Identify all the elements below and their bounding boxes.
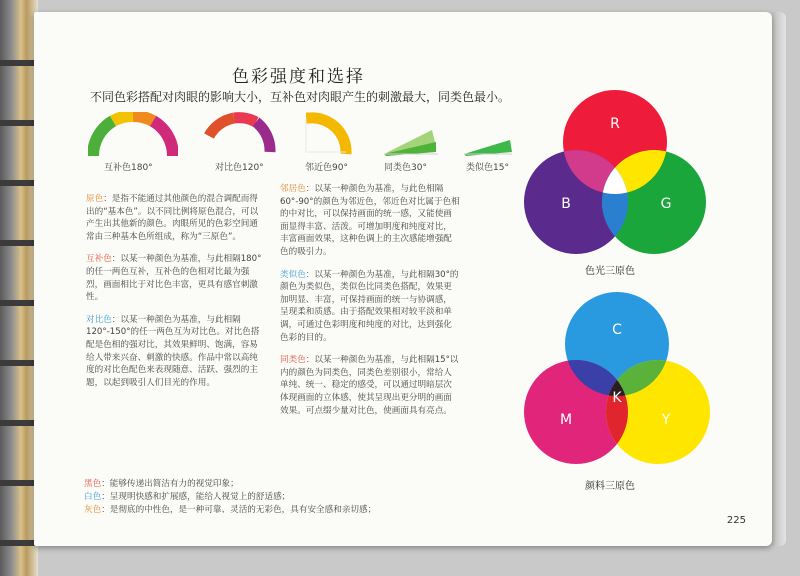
keyword: 灰色: [84, 505, 102, 515]
paragraph-text: ：是指不能通过其他颜色的混合调配而得出的“基本色”。以不同比例将原色混合，可以产生出其他新的颜色。肉眼所见的色彩空间通常由三种基本色所组成，称为“三原色”。: [86, 194, 259, 242]
white-tone-line: [84, 490, 290, 502]
contrast-gauge: [204, 112, 282, 160]
paragraph-text: ：以某一种颜色为基准，与此相隔180°的任一两色互补，互补色的色相对比最为强烈，画面相比于对比色丰富，更具有感官刺激性。: [86, 254, 262, 303]
cmy-caption: 颜料三原色: [585, 481, 635, 492]
label-r: R: [610, 116, 620, 132]
book-binding: [0, 0, 38, 576]
page-subtitle: 不同色彩搭配对肉眼的影响大小，互补色对肉眼产生的刺激最大，同类色最小。: [90, 90, 511, 104]
black-tone-line: [84, 477, 239, 489]
label-g: G: [660, 196, 672, 212]
paragraph-text: ：以某一种颜色为基准，与此相隔30°的颜色为类似色，类似色比同类色搭配，效果更加明显、丰富，可保持画面的统一与协调感，呈现柔和质感。由于搭配效果相对较平淡和单调，可通过色彩明度和纯度的对比，达到强化色彩的目的。: [280, 269, 459, 343]
paragraph-text: ：以某一种颜色为基准，与此相隔15°以内的颜色为同类色，同类色差别很小，常给人单纯、统一、稳定的感受，可以通过明暗层次体现画面的立体感，使其呈现出更分明的画面效果。可点缀少量对比色，使画面具有亮点。: [280, 355, 459, 416]
keyword: 同类色: [280, 355, 306, 366]
gray-tone-line: [84, 503, 376, 515]
keyword: 原色: [86, 194, 104, 204]
tone-text: ：能够传递出简洁有力的视觉印象；: [101, 479, 239, 489]
similar-gauge: [460, 112, 516, 160]
complementary-gauge: [88, 112, 178, 160]
keyword: 类似色: [280, 269, 306, 280]
book-page-edge: [772, 12, 786, 546]
homogeneous-paragraph: [280, 354, 460, 417]
primary-color-paragraph: [86, 193, 264, 243]
page-title: 色彩强度和选择: [232, 67, 365, 87]
neighbor-color-paragraph: [280, 183, 460, 259]
label-k: K: [612, 390, 622, 406]
rgb-additive-diagram: [520, 90, 710, 260]
analogous-paragraph: [280, 269, 460, 345]
page-number: 225: [726, 515, 746, 526]
complementary-paragraph: [86, 253, 264, 303]
label-y: Y: [661, 412, 671, 428]
gauge-label-analogous: 同类色30°: [384, 163, 427, 173]
rgb-caption: 色光三原色: [585, 266, 635, 277]
gauge-label-similar: 类似色15°: [466, 163, 509, 173]
label-m: M: [559, 412, 573, 428]
contrast-paragraph: [86, 314, 264, 390]
keyword: 邻居色: [280, 184, 306, 194]
gauge-label-complementary: 互补色180°: [104, 163, 153, 173]
label-c: C: [612, 322, 622, 338]
tone-text: ：呈现明快感和扩展感，能给人视觉上的舒适感；: [101, 492, 291, 502]
middle-text-column: [280, 183, 460, 427]
keyword: 白色: [84, 492, 102, 502]
paragraph-text: ：以某一种颜色为基准，与此相隔120°-150°的任一两色互为对比色。对比色搭配是色相的强对比，其效果鲜明、饱满，容易给人带来兴奋、刺激的快感。作品中常以高纯度的对比色配色来表现随意、活跃、强烈的主题，以起到吸引人们目光的作用。: [86, 314, 260, 388]
adjacent-gauge: [300, 112, 354, 160]
left-text-column: [86, 193, 264, 399]
gauge-label-adjacent: 邻近色90°: [305, 163, 348, 173]
paragraph-text: ：以某一种颜色为基准，与此色相隔60°-90°的颜色为邻近色，邻近色对比属于色相的中对比，可以保持画面的统一感，又能使画面显得丰富、活泼。可增加明度和纯度对比，丰富画面效果，这种色调上的主次感能增强配色的吸引力。: [280, 184, 460, 257]
keyword: 黑色: [84, 479, 102, 489]
analogous-gauge: [380, 112, 442, 160]
label-b: B: [561, 196, 571, 212]
tone-text: ：是彻底的中性色，是一种可靠、灵活的无彩色，具有安全感和亲切感；: [101, 505, 377, 515]
gauge-label-contrast: 对比色120°: [215, 163, 264, 173]
keyword: 对比色: [86, 314, 112, 325]
cmy-subtractive-diagram: [520, 290, 710, 470]
keyword: 互补色: [86, 254, 112, 265]
